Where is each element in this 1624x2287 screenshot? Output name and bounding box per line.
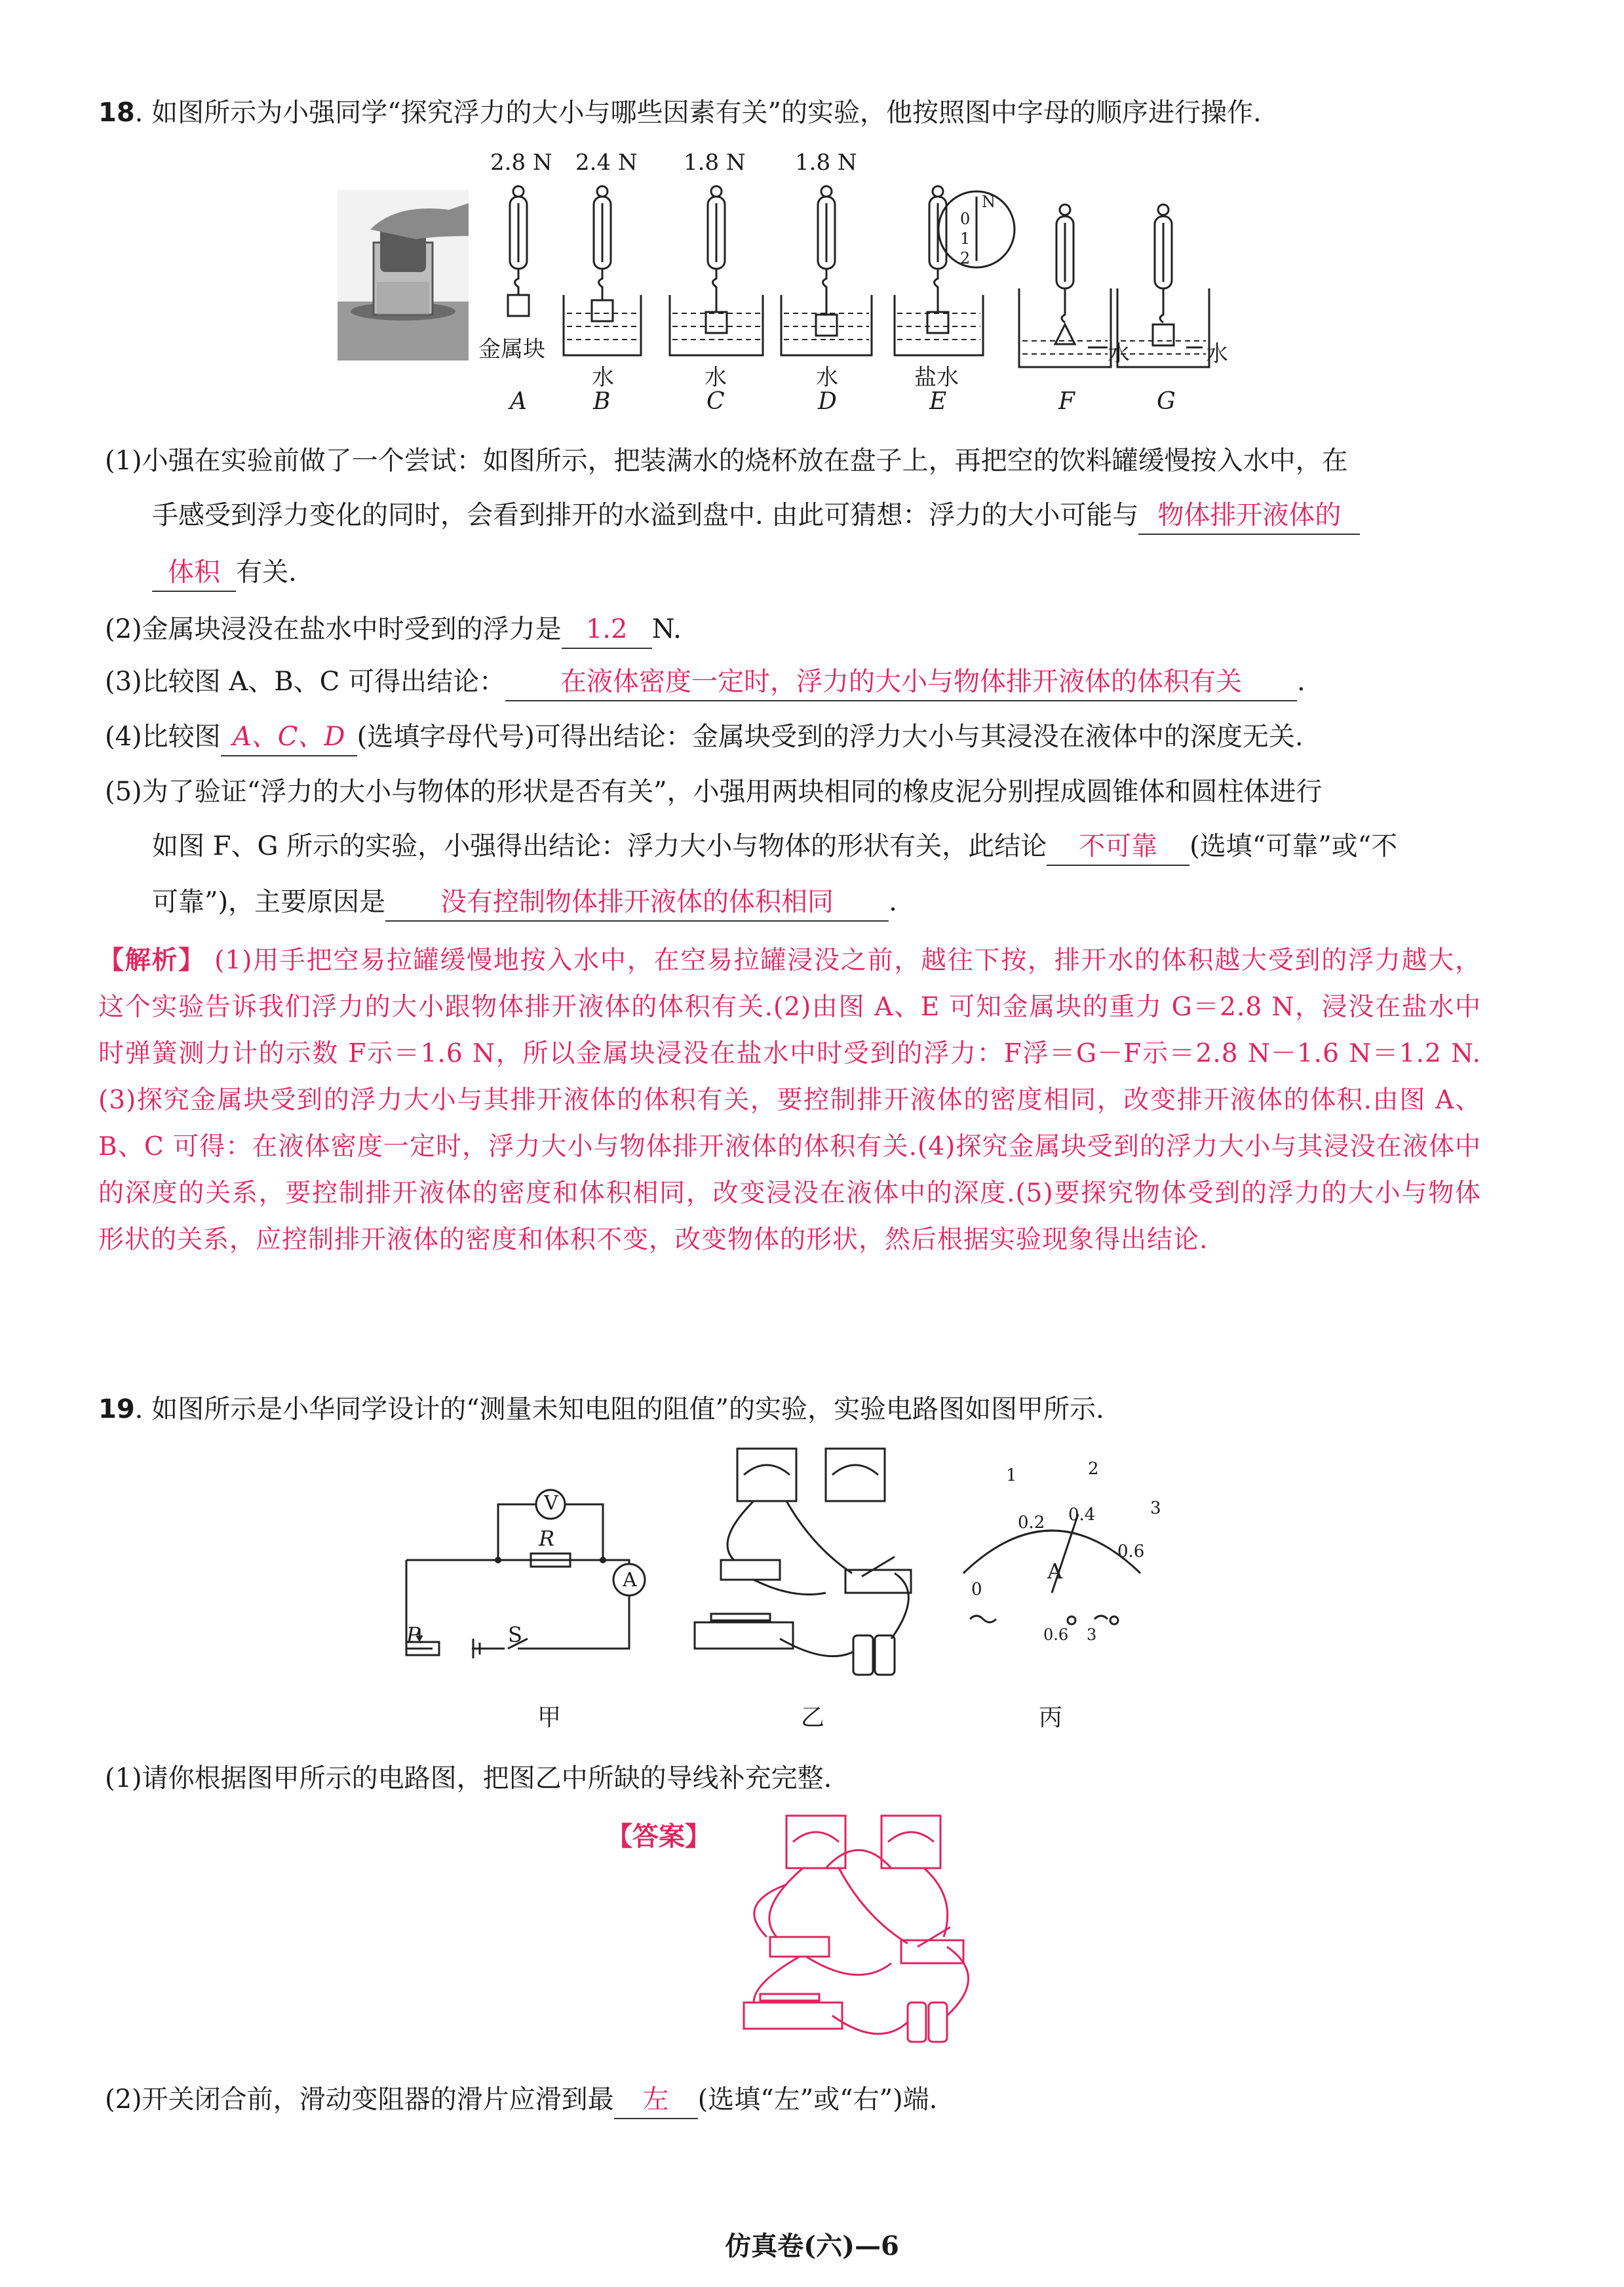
letter-c: C — [706, 388, 725, 415]
analysis-tag: 【解析】 — [98, 946, 206, 975]
scale-tick-2: 2 — [960, 249, 971, 267]
q19-part2-text: (2)开关闭合前，滑动变阻器的滑片应滑到最 — [105, 2084, 614, 2115]
q18-part2-text: (2)金属块浸没在盐水中时受到的浮力是 — [105, 614, 562, 644]
battery-right — [875, 1635, 895, 1675]
q18-part1-answer-a: 物体排开液体的 — [1138, 497, 1360, 535]
liquid-c: 水 — [705, 364, 727, 391]
q18-part1-answer-b: 体积 — [152, 554, 236, 592]
q18-analysis — [98, 937, 1481, 1263]
answer-apparatus — [727, 1806, 1003, 2048]
dial-tick-0: 0 — [971, 1580, 982, 1599]
caption-yi: 乙 — [801, 1704, 825, 1731]
q18-part1-tail: 有关. — [236, 557, 297, 587]
switch-device — [845, 1570, 911, 1593]
letter-a: A — [510, 388, 527, 415]
reading-b: 2.4 N — [575, 149, 638, 176]
q18-part5-answer1: 不可靠 — [1047, 828, 1189, 866]
q18-part2-unit: N. — [651, 614, 682, 644]
circuit-diagram-jia — [393, 1468, 642, 1685]
q19-part2 — [105, 2081, 937, 2119]
block-label: 金属块 — [478, 336, 545, 362]
q18-part4-tail: (选填字母代号)可得出结论：金属块受到的浮力大小与其浸没在液体中的深度无关. — [357, 722, 1304, 752]
q19-part2-tail: (选填“左”或“右”)端. — [697, 2084, 938, 2115]
letter-b: B — [593, 388, 611, 415]
reading-d: 1.8 N — [795, 149, 857, 176]
dial-tick-06: 0.6 — [1117, 1542, 1145, 1561]
rheostat-device — [695, 1622, 793, 1649]
q18-part1-line3 — [152, 554, 297, 592]
q18-part2 — [105, 611, 682, 649]
q18-part5-end: . — [889, 887, 897, 917]
q18-number: 18 — [98, 98, 135, 128]
q18-part5-hint: (选填“可靠”或“不 — [1189, 831, 1398, 861]
dial-tick-04: 0.4 — [1068, 1505, 1096, 1525]
analysis-text: (1)用手把空易拉罐缓慢地按入水中，在空易拉罐浸没之前，越往下按，排开水的体积越大受到的浮力越大，这个实验告诉我们浮力的大小跟物体排开液体的体积有关.(2)由图 A、E 可知金属块的重力 G＝2.8 N，浸没在盐水中时弹簧测力计的示数 F示＝1.6 N，所以金属块浸没在盐水中时受到的浮力：F浮＝G－F示＝2.8 N－1.6 N＝1.2 N.(3)探究金属块受到的浮力大小与其排开液体的体积有关，要控制排开液体的密度相同，改变排开液体的体积.由图 A、B、C 可得：在液体密度一定时，浮力大小与物体排开液体的体积有关.(4)探究金属块受到的浮力大小与其浸没在液体中的深度的关系，要控制排开液体的密度和体积相同，改变浸没在液体中的深度.(5)要探究物体受到的浮力的大小与物体形状的关系，应控制排开液体的密度和体积不变，改变物体的形状，然后根据实验现象得出结论. — [98, 946, 1481, 1255]
answer-ammeter — [786, 1816, 845, 1868]
liquid-d: 水 — [816, 364, 838, 391]
q18-part5-line1: (5)为了验证“浮力的大小与物体的形状是否有关”，小强用两块相同的橡皮泥分别捏成圆锥体和圆柱体进行 — [105, 777, 1323, 807]
scale-tick-0: 0 — [960, 210, 971, 228]
voltmeter-device — [826, 1449, 885, 1501]
terminal-06: 0.6 — [1043, 1626, 1069, 1644]
terminal-3: 3 — [1087, 1626, 1097, 1644]
q18-part5-answer2: 没有控制物体排开液体的体积相同 — [385, 884, 889, 922]
resistor-device — [721, 1560, 780, 1580]
q19-part1: (1)请你根据图甲所示的电路图，把图乙中所缺的导线补充完整. — [105, 1763, 832, 1793]
dial-tick-02: 0.2 — [1018, 1513, 1045, 1533]
liquid-b: 水 — [592, 364, 614, 391]
q18-part2-answer: 1.2 — [562, 611, 652, 649]
q18-part1-line2 — [152, 497, 1360, 535]
q18-part4-answer: A、C、D — [221, 718, 357, 756]
q18-part5-text2: 可靠”)，主要原因是 — [152, 887, 386, 917]
battery-left — [853, 1635, 873, 1675]
dial-tick-2: 2 — [1088, 1459, 1099, 1479]
q18-stem-text: . 如图所示为小强同学“探究浮力的大小与哪些因素有关”的实验，他按照图中字母的顺序进行操作. — [134, 98, 1262, 128]
circuit-label-v: V — [544, 1492, 558, 1515]
q19-stem-text: . 如图所示是小华同学设计的“测量未知电阻的阻值”的实验，实验电路图如图甲所示. — [134, 1394, 1104, 1424]
q18-part5-line3 — [152, 884, 897, 922]
photo-hand-can — [338, 190, 469, 361]
caption-jia: 甲 — [537, 1704, 562, 1731]
q18-part4-text: (4)比较图 — [105, 722, 221, 752]
answer-rheostat — [744, 2003, 842, 2029]
q19-stem — [98, 1391, 1104, 1428]
q18-part1-text: 手感受到浮力变化的同时，会看到排开的水溢到盘中. 由此可猜想：浮力的大小可能与 — [152, 500, 1139, 530]
q18-part4 — [105, 718, 1304, 756]
circuit-label-r: R — [539, 1526, 555, 1551]
q18-part3-answer: 在液体密度一定时，浮力的大小与物体排开液体的体积有关 — [505, 663, 1297, 701]
dial-tick-1: 1 — [1006, 1466, 1017, 1485]
scale-unit: N — [982, 193, 996, 211]
reading-a: 2.8 N — [490, 149, 552, 176]
letter-g: G — [1157, 388, 1176, 415]
apparatus-yi — [675, 1442, 950, 1685]
q18-part3 — [105, 663, 1305, 701]
letter-e: E — [929, 388, 947, 415]
letter-f: F — [1058, 388, 1075, 415]
q19-part2-answer: 左 — [614, 2081, 698, 2119]
circuit-label-p: P — [406, 1622, 421, 1647]
liquid-g: 水 — [1206, 341, 1228, 367]
q18-part3-text: (3)比较图 A、B、C 可得出结论： — [105, 667, 505, 697]
dial-letter: A — [1047, 1559, 1063, 1584]
q18-part3-end: . — [1296, 667, 1305, 697]
circuit-label-s: S — [508, 1622, 522, 1647]
letter-d: D — [818, 388, 837, 415]
q18-part5-line2 — [152, 828, 1397, 866]
liquid-f: 水 — [1108, 341, 1130, 367]
liquid-e: 盐水 — [914, 364, 959, 391]
scale-tick-1: 1 — [960, 229, 971, 248]
answer-tag: 【答案】 — [606, 1822, 711, 1852]
answer-resistor — [770, 1937, 829, 1957]
answer-voltmeter — [881, 1816, 940, 1868]
circuit-label-a: A — [623, 1569, 637, 1592]
ammeter-device — [737, 1449, 796, 1501]
q18-part5-text: 如图 F、G 所示的实验，小强得出结论：浮力大小与物体的形状有关，此结论 — [152, 831, 1047, 861]
q19-number: 19 — [98, 1394, 135, 1424]
q18-stem — [98, 94, 1262, 131]
caption-bing: 丙 — [1039, 1704, 1063, 1731]
dial-tick-3: 3 — [1150, 1498, 1161, 1518]
reading-c: 1.8 N — [684, 149, 746, 176]
q18-part1-line1: (1)小强在实验前做了一个尝试：如图所示，把装满水的烧杯放在盘子上，再把空的饮料罐缓慢按入水中，在 — [105, 446, 1348, 476]
page-footer: 仿真卷(六)—6 — [725, 2231, 899, 2261]
